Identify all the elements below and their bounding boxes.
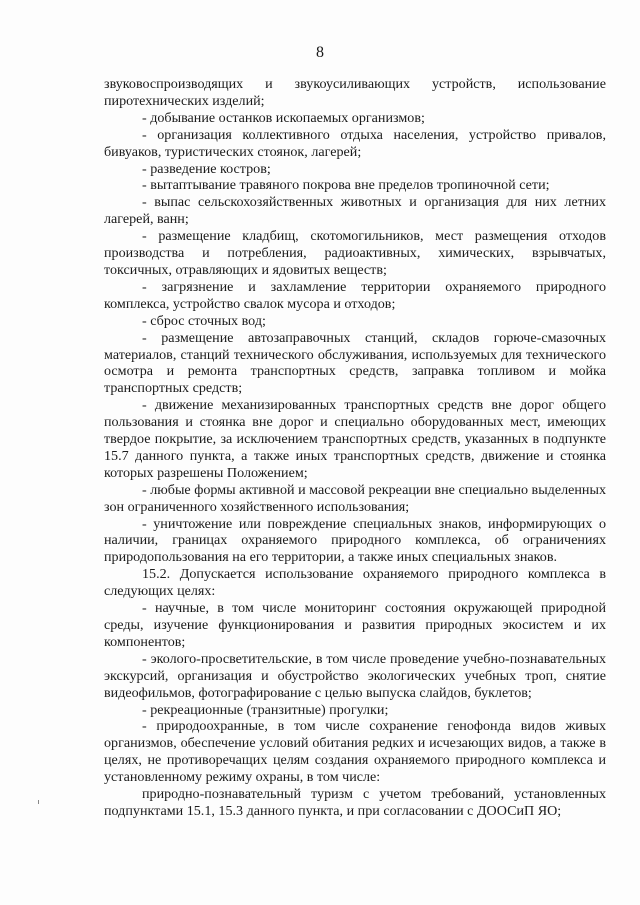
- list-item: - добывание останков ископаемых организмов;: [142, 109, 425, 126]
- list-item: - выпас сельскохозяйственных животных и организация для них летних лагерей, ванн;: [104, 194, 606, 228]
- list-item: - организация коллективного отдыха населения, устройство привалов, бивуаков, туристических стоянок, лагерей;: [104, 126, 606, 160]
- list-item: - вытаптывание травяного покрова вне пределов тропиночной сети;: [142, 177, 550, 194]
- list-item: - сброс сточных вод;: [142, 312, 266, 329]
- page-number: 8: [316, 44, 324, 61]
- list-item: - научные, в том числе мониторинг состояния окружающей природной среды, изучение функционирования и развития природных экосистем и их компонентов;: [104, 600, 606, 650]
- paragraph: природно-познавательный туризм с учетом требований, установленных подпунктами 15.1, 15.3 данного пункта, и при согласовании с ДООСиП ЯО;: [104, 786, 606, 819]
- list-item: - любые формы активной и массовой рекреации вне специально выделенных зон ограниченного хозяйственного использования;: [104, 481, 606, 515]
- list-item: - движение механизированных транспортных средств вне дорог общего пользования и стоянка вне дорог и специально оборудованных мест, имеющих твердое покрытие, за исключением транспортных средств, указанных в подпункте 15.7 данного пункта, а также иных транспортных средств, движение и стоянка которых разрешены Положением;: [104, 397, 606, 481]
- scan-artifact: [38, 800, 39, 804]
- list-item: - размещение автозаправочных станций, складов горюче-смазочных материалов, станций технического обслуживания, используемых для технического осмотра и ремонта транспортных средств, заправка топливом и мойка транспортных средств;: [104, 329, 606, 397]
- document-body: [104, 76, 606, 820]
- list-item: - загрязнение и захламление территории охраняемого природного комплекса, устройство свалок мусора и отходов;: [104, 278, 606, 312]
- section-paragraph: 15.2. Допускается использование охраняемого природного комплекса в следующих целях:: [104, 566, 606, 600]
- list-item: - размещение кладбищ, скотомогильников, мест размещения отходов производства и потребления, радиоактивных, химических, взрывчатых, токсичных, отравляющих и ядовитых веществ;: [104, 228, 606, 278]
- list-item: - природоохранные, в том числе сохранение генофонда видов живых организмов, обеспечение условий обитания редких и исчезающих видов, а также в целях, не противоречащих целям создания охраняемого природного комплекса и установленному режиму охраны, в том числе:: [104, 718, 606, 786]
- list-item: - разведение костров;: [142, 160, 271, 177]
- list-item: - рекреационные (транзитные) прогулки;: [142, 701, 389, 718]
- list-item: - эколого-просветительские, в том числе проведение учебно-познавательных экскурсий, организация и обустройство экологических учебных троп, снятие видеофильмов, фотографирование с целью выпуска слайдов, буклетов;: [104, 650, 606, 701]
- paragraph: звуковоспроизводящих и звукоусиливающих устройств, использование пиротехнических изделий;: [104, 76, 606, 109]
- list-item: - уничтожение или повреждение специальных знаков, информирующих о наличии, границах охраняемого природного комплекса, об ограничениях природопользования на его территории, а также иных специальных знаков.: [104, 515, 606, 566]
